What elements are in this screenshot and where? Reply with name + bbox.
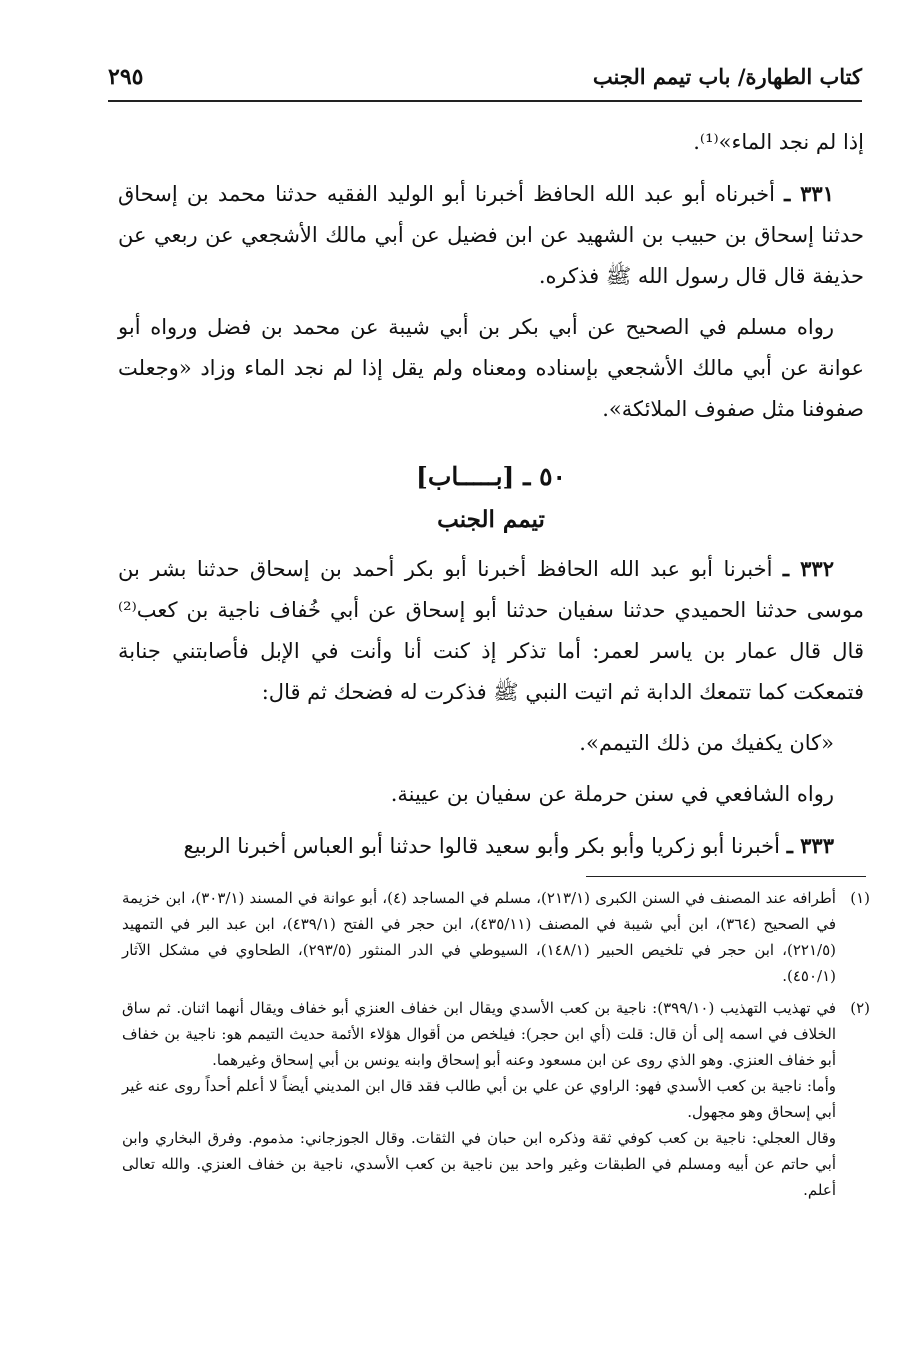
footnote-separator [586, 876, 866, 877]
hadith-number: ٣٣٣ ـ [786, 833, 834, 858]
hadith-number: ٣٣٢ ـ [782, 556, 834, 581]
footnote-text [122, 995, 836, 1203]
footnote-paragraph: وأما: ناجية بن كعب الأسدي فهو: الراوي عن علي بن أبي طالب فقد قال ابن المديني أيضاً لا أعلم أحداً روى عنه غير أبي إسحاق وهو مجهول. [122, 1077, 836, 1121]
footnote-paragraph: في تهذيب التهذيب (٣٩٩/١٠): ناجية بن كعب الأسدي ويقال ابن خفاف العنزي أبو خفاف ويقال أنهما اثنان. ثم ساق الخلاف في اسمه إلى أن قال: قلت (أي ابن حجر): فيلخص من أقوال هؤلاء الأئمة حديث التيمم هو: ناجية بن خفاف أبو خفاف العنزي. وهو الذي روى عن ابن مسعود وعنه أبو إسحاق وابنه يونس بن أبي إسحاق وغيرهما. [122, 999, 836, 1069]
main-text [118, 122, 864, 877]
footnote-2 [122, 995, 870, 1203]
paragraph-continuation: إذا لم نجد الماء»⁽¹⁾. [693, 130, 864, 154]
hadith-number: ٣٣١ ـ [784, 181, 834, 206]
footnote-paragraph: وقال العجلي: ناجية بن كعب كوفي ثقة وذكره ابن حبان في الثقات. وقال الجوزجاني: مذموم. وفرق البخاري وابن أبي حاتم عن أبيه ومسلم في الطبقات وغير واحد بين ناجية بن كعب الأسدي، ناجية بن خفاف العنزي. والله تعالى أعلم. [122, 1129, 836, 1199]
header-rule [108, 100, 862, 102]
chapter-heading: ٥٠ ـ [بـــــاب] [416, 462, 566, 491]
commentary-paragraph: رواه مسلم في الصحيح عن أبي بكر بن أبي شيبة عن محمد بن فضل ورواه أبو عوانة عن أبي مالك الأشجعي بإسناده ومعناه ولم يقل إذا لم نجد الماء وزاد «وجعلت صفوفنا مثل صفوف الملائكة». [118, 315, 864, 421]
footnote-label: (٢) [850, 999, 870, 1017]
running-title: كتاب الطهارة/ باب تيمم الجنب [592, 64, 862, 89]
footnote-1 [122, 885, 870, 989]
hadith-333 [118, 825, 864, 867]
footnote-text: أطرافه عند المصنف في السنن الكبرى (٢١٣/١)، مسلم في المساجد (٤)، أبو عوانة في المسند (٣٠٣/١)، ابن خزيمة في الصحيح (٣٦٤)، ابن أبي شيبة في المصنف (٤٣٥/١١)، ابن حجر في الفتح (٤٣٩/١)، ابن عبد البر في التمهيد (٢٢١/٥)، ابن حجر في تلخيص الحبير (١٤٨/١)، السيوطي في الدر المنثور (٢٩٣/٥)، الطحاوي في مشكل الآثار (٤٥٠/١). [122, 889, 836, 985]
quote-paragraph: «كان يكفيك من ذلك التيمم». [579, 731, 834, 755]
hadith-text: أخبرنا أبو زكريا وأبو بكر وأبو سعيد قالوا حدثنا أبو العباس أخبرنا الربيع [183, 834, 780, 858]
hadith-332 [118, 548, 864, 713]
hadith-text: أخبرناه أبو عبد الله الحافظ أخبرنا أبو الوليد الفقيه حدثنا محمد بن إسحاق حدثنا إسحاق بن حبيب بن الشهيد عن ابن فضيل عن أبي مالك الأشجعي عن ربعي عن حذيفة قال قال رسول الله ﷺ فذكره. [118, 182, 864, 288]
chapter-subheading: تيمم الجنب [437, 506, 545, 533]
page-header [108, 58, 862, 98]
footnotes [122, 885, 870, 1209]
page-number: ٢٩٥ [108, 64, 144, 90]
hadith-text: أخبرنا أبو عبد الله الحافظ أخبرنا أبو بكر أحمد بن إسحاق حدثنا بشر بن موسى حدثنا الحميدي حدثنا سفيان حدثنا أبو إسحاق عن أبي خُفاف ناجية بن كعب⁽²⁾ قال قال عمار بن ياسر لعمر: أما تذكر إذ كنت أنا وأنت في الإبل فأصابتني جنابة فتمعكت كما تتمعك الدابة ثم اتيت النبي ﷺ فذكرت له فضحك ثم قال: [118, 557, 864, 704]
hadith-331 [118, 173, 864, 297]
footnote-label: (١) [850, 889, 870, 907]
narration-paragraph: رواه الشافعي في سنن حرملة عن سفيان بن عيينة. [390, 782, 834, 806]
